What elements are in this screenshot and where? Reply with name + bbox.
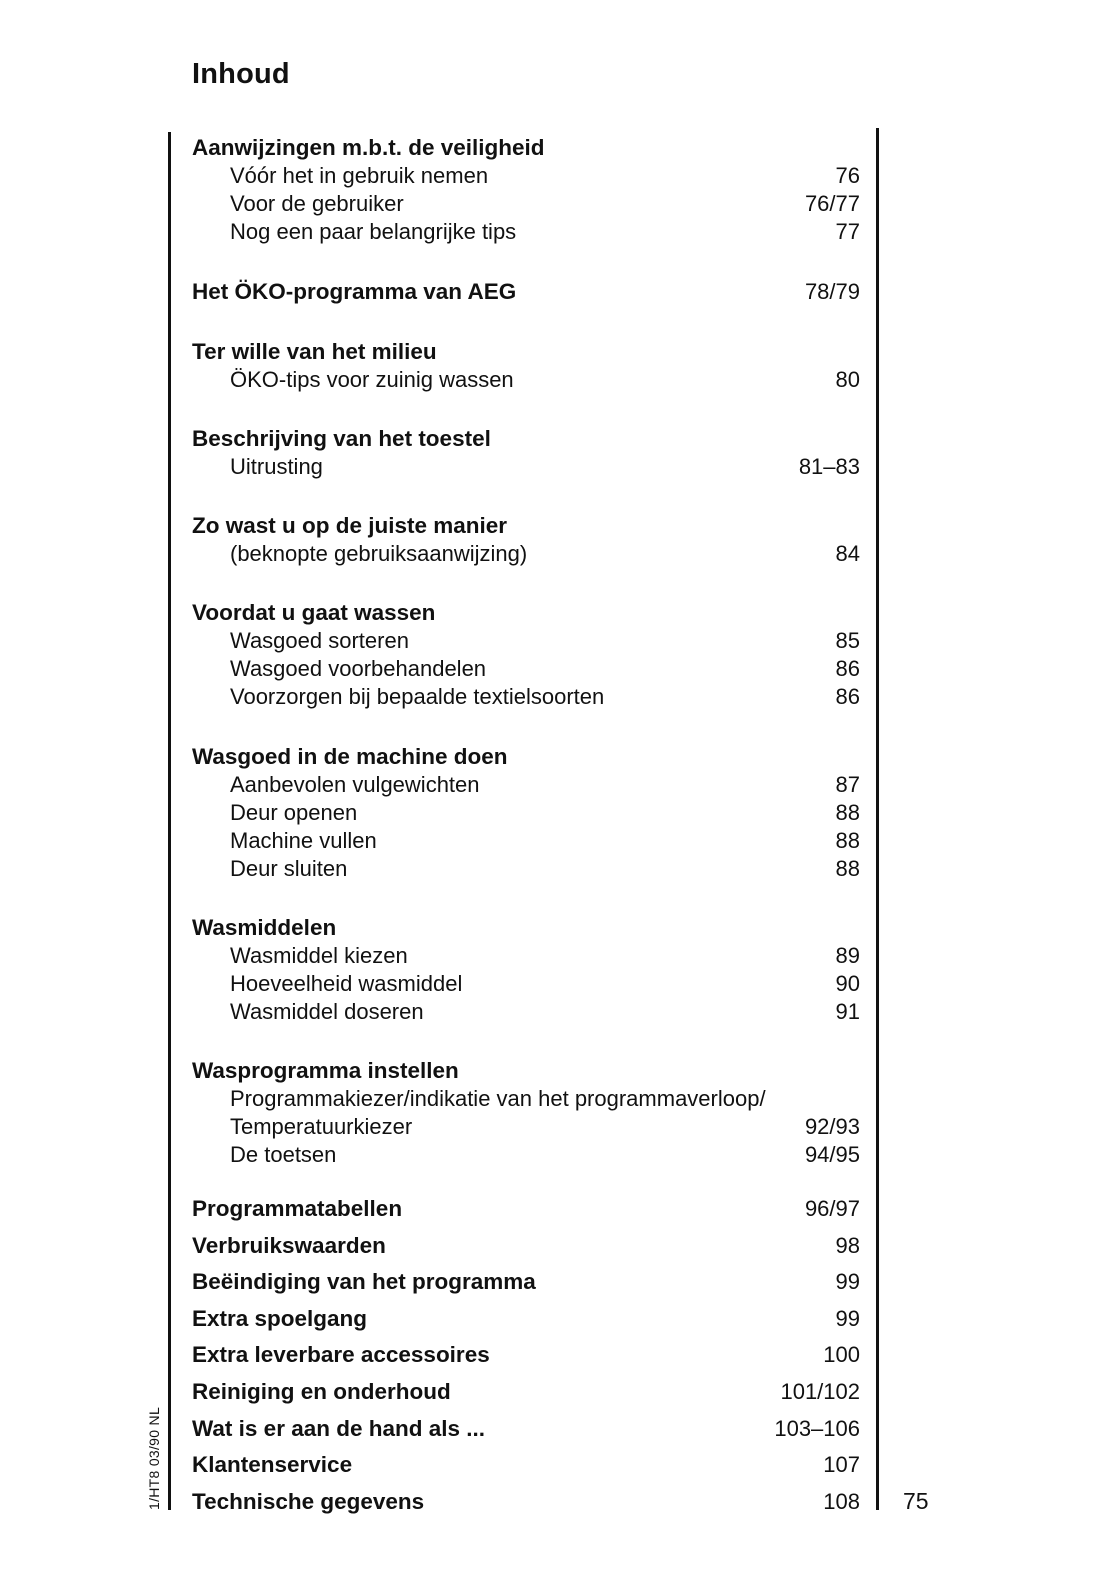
toc-page-ref: 84 xyxy=(835,541,860,566)
toc-section-title: Wasmiddelen xyxy=(192,915,337,940)
toc-section xyxy=(192,424,860,481)
toc-section-heading[interactable] xyxy=(192,598,860,627)
toc-page-ref: 88 xyxy=(835,856,860,881)
toc-section xyxy=(192,1056,860,1169)
toc-section-title: Het ÖKO-programma van AEG xyxy=(192,279,517,304)
left-margin-rule xyxy=(168,132,171,1510)
toc-section-heading[interactable] xyxy=(192,1484,860,1521)
toc-section-heading[interactable] xyxy=(192,1411,860,1448)
toc-entry-label: Deur sluiten xyxy=(230,856,348,881)
toc-page-ref: 88 xyxy=(835,828,860,853)
toc-section-heading[interactable] xyxy=(192,1228,860,1265)
toc-entry[interactable] xyxy=(192,1113,860,1141)
toc-page-ref: 78/79 xyxy=(804,279,860,304)
toc-entry[interactable] xyxy=(192,627,860,655)
toc-entry-label: Programmakiezer/indikatie van het programmaverloop/ xyxy=(230,1086,766,1111)
toc-section xyxy=(192,133,860,246)
toc-section-title: Technische gegevens xyxy=(192,1488,425,1514)
toc-section xyxy=(192,277,860,306)
toc-entry[interactable] xyxy=(192,827,860,855)
toc-page-ref: 88 xyxy=(835,800,860,825)
toc-entry-label: Nog een paar belangrijke tips xyxy=(230,219,517,244)
toc-page-ref: 92/93 xyxy=(804,1114,860,1139)
toc-section-title: Programmatabellen xyxy=(192,1196,403,1221)
toc-entry-label: Deur openen xyxy=(230,800,358,825)
toc-page-ref: 96/97 xyxy=(804,1196,860,1221)
toc-entry-label: Machine vullen xyxy=(230,828,377,853)
toc-section-heading[interactable] xyxy=(192,511,860,540)
toc-section xyxy=(192,337,860,394)
toc-section-heading[interactable] xyxy=(192,133,860,162)
toc-single-entries xyxy=(192,1191,860,1520)
toc-section-title: Verbruikswaarden xyxy=(192,1232,386,1258)
toc-entry-label: (beknopte gebruiksaanwijzing) xyxy=(230,541,528,566)
toc-section xyxy=(192,598,860,711)
toc-entry[interactable] xyxy=(192,799,860,827)
toc-section-title: Aanwijzingen m.b.t. de veiligheid xyxy=(192,135,545,160)
toc-page-ref: 86 xyxy=(835,656,860,681)
toc-section-title: Voordat u gaat wassen xyxy=(192,600,436,625)
toc-page-ref: 100 xyxy=(823,1342,860,1368)
toc-page-ref: 108 xyxy=(823,1488,860,1514)
toc-page-ref: 89 xyxy=(835,943,860,968)
toc-section-heading[interactable] xyxy=(192,1447,860,1484)
toc-page-ref: 80 xyxy=(835,367,860,392)
toc-entry-label: Hoeveelheid wasmiddel xyxy=(230,971,463,996)
toc-page-ref: 81–83 xyxy=(798,454,860,479)
toc-section-heading[interactable] xyxy=(192,1374,860,1411)
toc-page-ref: 94/95 xyxy=(804,1142,860,1167)
toc-entry[interactable] xyxy=(192,970,860,998)
toc-entry-label: Temperatuurkiezer xyxy=(230,1114,413,1139)
toc-entry[interactable] xyxy=(192,366,860,394)
toc-section-title: Reiniging en onderhoud xyxy=(192,1378,451,1404)
toc-section-title: Extra leverbare accessoires xyxy=(192,1342,490,1368)
toc-entry-label: Uitrusting xyxy=(230,454,323,479)
right-margin-rule xyxy=(876,128,879,1510)
table-of-contents xyxy=(192,133,860,1520)
toc-entry[interactable] xyxy=(192,540,860,568)
toc-page-ref: 103–106 xyxy=(774,1415,860,1441)
toc-section-heading[interactable] xyxy=(192,1337,860,1374)
toc-section-title: Wat is er aan de hand als ... xyxy=(192,1415,486,1441)
document-code: 1/HT8 03/90 NL xyxy=(146,1406,162,1510)
toc-entry-label: De toetsen xyxy=(230,1142,337,1167)
toc-section-heading[interactable] xyxy=(192,1191,860,1228)
toc-entry-label: Aanbevolen vulgewichten xyxy=(230,772,480,797)
toc-section-title: Wasgoed in de machine doen xyxy=(192,744,508,769)
toc-section xyxy=(192,511,860,568)
toc-entry-label: Vóór het in gebruik nemen xyxy=(230,163,489,188)
toc-page-ref: 76/77 xyxy=(804,191,860,216)
toc-page-ref: 107 xyxy=(823,1452,860,1478)
toc-page-ref: 87 xyxy=(835,772,860,797)
page-title: Inhoud xyxy=(192,58,290,90)
toc-section xyxy=(192,913,860,1026)
toc-page-ref: 98 xyxy=(835,1232,860,1258)
toc-entry-label: Wasgoed voorbehandelen xyxy=(230,656,487,681)
toc-entry-label: Wasmiddel doseren xyxy=(230,999,424,1024)
toc-entry[interactable] xyxy=(192,1141,860,1169)
toc-page-ref: 91 xyxy=(835,999,860,1024)
toc-page-ref: 99 xyxy=(835,1269,860,1295)
toc-section xyxy=(192,742,860,883)
toc-entry[interactable] xyxy=(192,771,860,799)
toc-page-ref: 101/102 xyxy=(780,1378,860,1404)
toc-entry[interactable] xyxy=(192,655,860,683)
toc-entry-label: Wasmiddel kiezen xyxy=(230,943,408,968)
toc-section-heading[interactable] xyxy=(192,913,860,942)
toc-page-ref: 90 xyxy=(835,971,860,996)
toc-entry[interactable] xyxy=(192,942,860,970)
toc-section-heading[interactable] xyxy=(192,1056,860,1085)
toc-section-heading[interactable] xyxy=(192,1301,860,1338)
toc-entry-label: ÖKO-tips voor zuinig wassen xyxy=(230,367,514,392)
toc-section-title: Extra spoelgang xyxy=(192,1305,368,1331)
toc-page-ref: 86 xyxy=(835,684,860,709)
toc-entry[interactable] xyxy=(192,453,860,481)
toc-entry[interactable] xyxy=(192,855,860,883)
toc-entry[interactable] xyxy=(192,190,860,218)
toc-section-title: Beëindiging van het programma xyxy=(192,1269,536,1295)
toc-section-title: Beschrijving van het toestel xyxy=(192,426,491,451)
toc-page-ref: 77 xyxy=(835,219,860,244)
toc-entry-label: Wasgoed sorteren xyxy=(230,628,409,653)
toc-entry[interactable] xyxy=(192,218,860,246)
toc-section-heading[interactable] xyxy=(192,1264,860,1301)
page-number: 75 xyxy=(903,1488,929,1514)
toc-section-title: Wasprogramma instellen xyxy=(192,1058,459,1083)
toc-section-heading[interactable] xyxy=(192,337,860,366)
toc-entry-label: Voorzorgen bij bepaalde textielsoorten xyxy=(230,684,605,709)
toc-page-ref: 76 xyxy=(835,163,860,188)
toc-page-ref: 85 xyxy=(835,628,860,653)
toc-section-heading[interactable] xyxy=(192,424,860,453)
toc-entry[interactable] xyxy=(192,162,860,190)
toc-section-heading[interactable] xyxy=(192,277,860,306)
toc-section-heading[interactable] xyxy=(192,742,860,771)
toc-section-title: Zo wast u op de juiste manier xyxy=(192,513,508,538)
toc-section-title: Klantenservice xyxy=(192,1452,353,1478)
toc-entry[interactable] xyxy=(192,683,860,711)
toc-section-title: Ter wille van het milieu xyxy=(192,339,437,364)
toc-page-ref: 99 xyxy=(835,1305,860,1331)
toc-entry[interactable] xyxy=(192,1085,860,1113)
toc-entry-label: Voor de gebruiker xyxy=(230,191,404,216)
toc-entry[interactable] xyxy=(192,998,860,1026)
